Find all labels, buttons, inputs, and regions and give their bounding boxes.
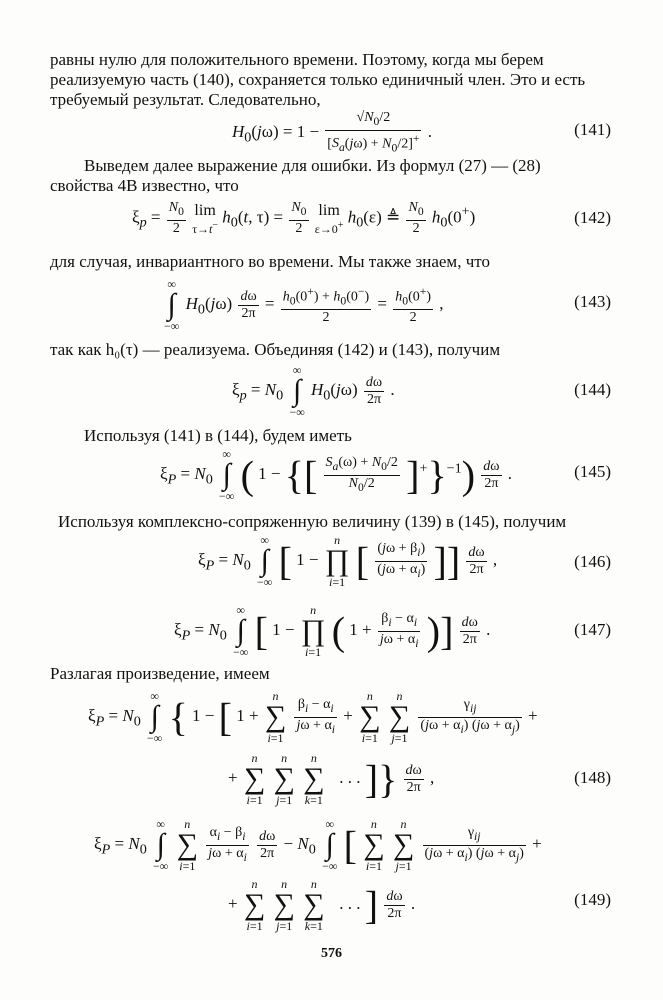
equation-number: (146): [574, 552, 611, 571]
paragraph-line: свойства 4В известно, что: [50, 176, 239, 195]
page-number: 576: [321, 946, 342, 961]
equation-143: ∞ ∫ −∞ $H_0(j\omega)$ $\frac{d\omega}{2\pi}$ = $\frac{h_0(0^+) + h_0(0^-)}{2}$ = $\frac{h_0(0^+)}{2}$ ,: [164, 277, 444, 333]
equation-145: $\xi_P = N_0$ ∞ ∫ −∞ ( 1 − {[ $\frac{S_a(\omega) + N_0/2}{N_0/2}$ ]+}$^{-1}$) $\frac{d\omega}{2\pi}$ .: [160, 447, 512, 503]
equation-148-line1: $\xi_P = N_0$ ∞ ∫ −∞ { 1 − [ 1 + n ∑ i=1 $\frac{\beta_i - \alpha_i}{j\omega + \alpha_i}$ + n ∑ i=1 n ∑ j=1 $\frac{\gamma_{ij}}{(j\omega + \alpha_i) (j\omega + \alpha_j)}$ +: [88, 689, 538, 745]
equation-number: (147): [574, 620, 611, 639]
equation-141: $H_0(j\omega) = 1$ − $\frac{√N_0/2}{[S_a(j\omega) + N_0/2]^+}$ .: [232, 110, 432, 155]
equation-number: (141): [574, 120, 611, 139]
equation-146: $\xi_P = N_0$ ∞ ∫ −∞ [ 1 − n ∏ i=1 [ $\frac{(j\omega + \beta_i)}{(j\omega + \alpha_i)}$ ]] $\frac{d\omega}{2\pi}$ ,: [198, 533, 498, 589]
equation-147: $\xi_P = N_0$ ∞ ∫ −∞ [ 1 − n ∏ i=1 ( 1 + $\frac{\beta_i - \alpha_i}{j\omega + \alpha_i}$ )] $\frac{d\omega}{2\pi}$ .: [174, 603, 491, 659]
equation-148-line2: + n ∑ i=1 n ∑ j=1 n ∑ k=1 . . . ]} $\frac{d\omega}{2\pi}$ ,: [228, 751, 435, 807]
paragraph-line: требуемый результат. Следовательно,: [50, 90, 321, 109]
equation-number: (149): [574, 890, 611, 909]
equation-144: $\xi_p = N_0$ ∞ ∫ −∞ $H_0(j\omega)$ $\frac{d\omega}{2\pi}$ .: [232, 363, 395, 419]
paragraph-line: равны нулю для положительного времени. Поэтому, когда мы берем: [50, 50, 544, 69]
paragraph-line: для случая, инвариантного во времени. Мы также знаем, что: [50, 252, 490, 271]
equation-number: (145): [574, 462, 611, 481]
equation-149-line1: $\xi_P = N_0$ ∞ ∫ −∞ n ∑ i=1 $\frac{\alpha_i - \beta_i}{j\omega + \alpha_i}$ $\frac{d\omega}{2\pi}$ − $N_0$ ∞ ∫ −∞ [ n ∑ i=1 n ∑ j=1 $\frac{\gamma_{ij}}{(j\omega + \alpha_i) (j\omega + \alpha_j)}$ +: [94, 817, 542, 873]
equation-number: (142): [574, 208, 611, 227]
paragraph-line: Разлагая произведение, имеем: [50, 664, 270, 683]
paragraph-line: Используя (141) в (144), будем иметь: [84, 426, 352, 445]
paragraph-line: так как h₀(τ) — реализуема. Объединяя (142) и (143), получим: [50, 340, 501, 359]
equation-149-line2: + n ∑ i=1 n ∑ j=1 n ∑ k=1 . . . ] $\frac{d\omega}{2\pi}$ .: [228, 877, 416, 933]
equation-number: (148): [574, 768, 611, 787]
equation-142: $\xi_p$ = $\frac{N_0}{2}$ lim τ→t− $h_0(t$, τ) = $\frac{N_0}{2}$ lim ε→0+ $h_0(\varepsilon)$ ≜ $\frac{N_0}{2}$ $h_0(0^+)$: [132, 200, 476, 236]
paragraph-line: реализуемую часть (140), сохраняется только единичный член. Это и есть: [50, 70, 586, 89]
paragraph-line: Выведем далее выражение для ошибки. Из формул (27) — (28): [84, 156, 541, 175]
equation-number: (144): [574, 380, 611, 399]
paragraph-line: Используя комплексно-сопряженную величину (139) в (145), получим: [58, 512, 567, 531]
equation-number: (143): [574, 292, 611, 311]
